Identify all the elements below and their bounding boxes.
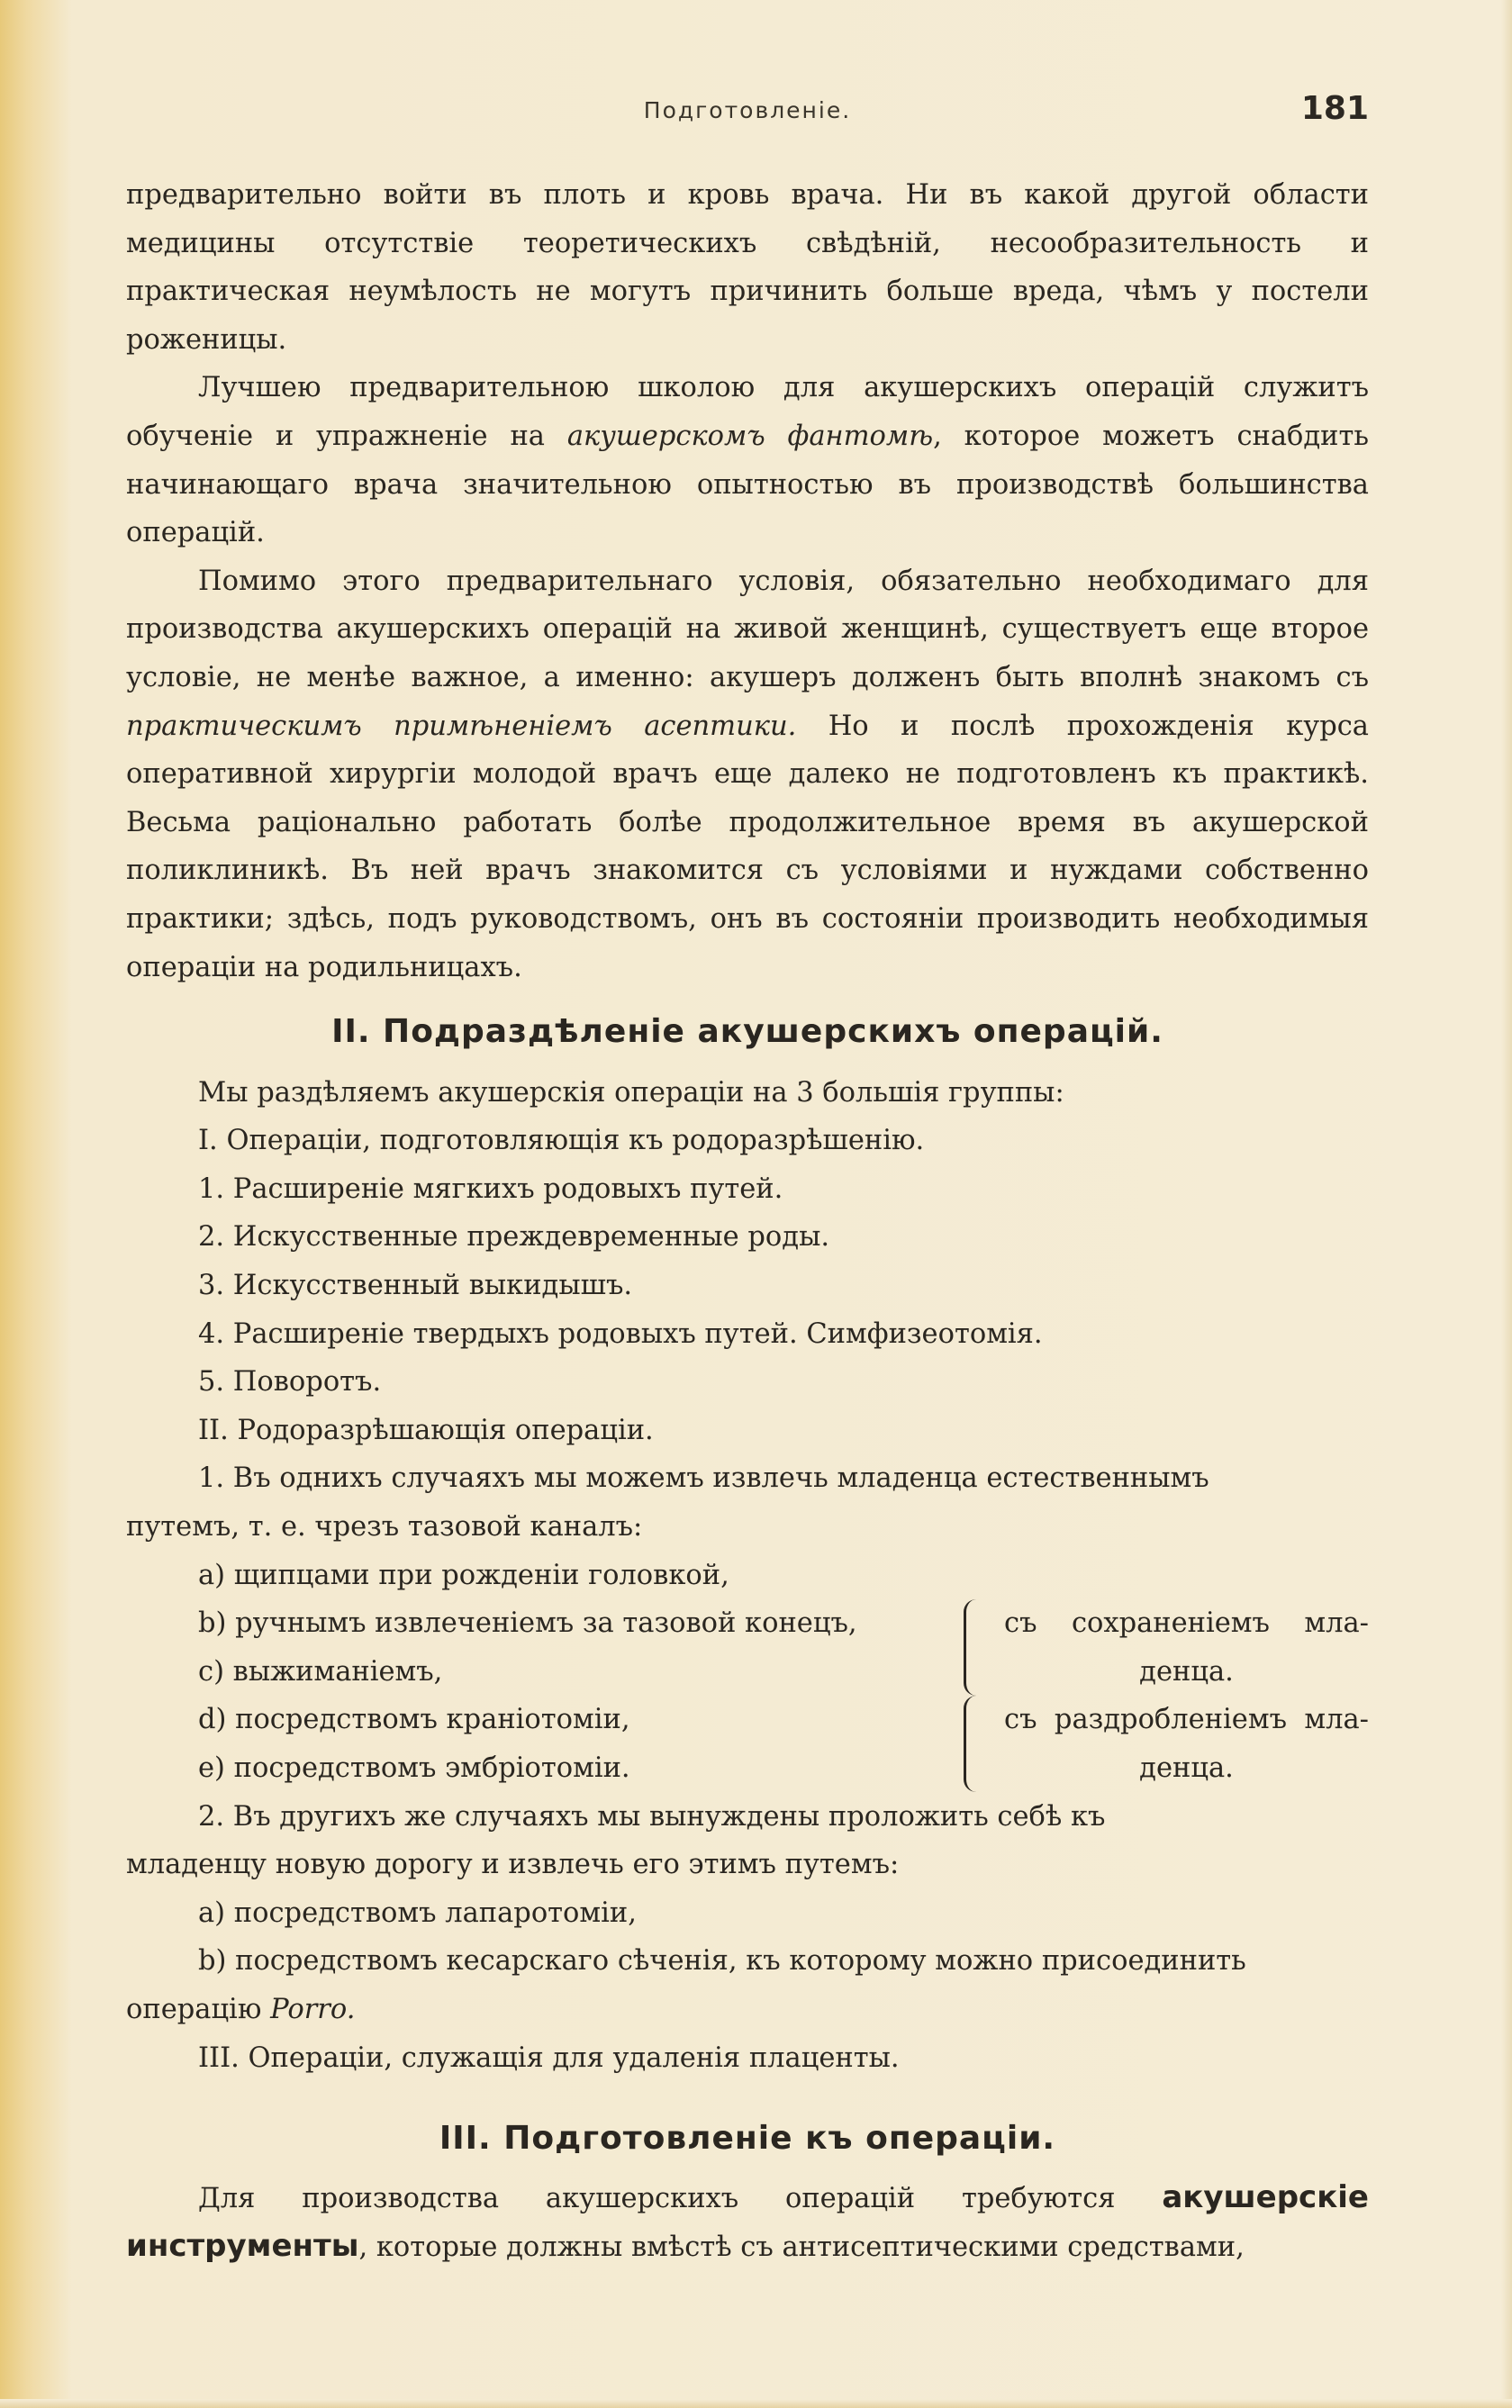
list-item: 5. Поворотъ.: [198, 1366, 382, 1399]
page-number: 181: [1300, 90, 1369, 127]
emphasis-text: Porro.: [270, 1993, 356, 2025]
text-span: Помимо этого предварительнаго условія, обязательно необходимаго для производства акушерскихъ операцій на живой женщинѣ, существуетъ еще второе условіе, не менѣе важное, а именно: акушеръ долженъ быть вполнѣ знакомъ съ: [126, 565, 1369, 693]
brace-annotation: [964, 1696, 1369, 1792]
emphasis-text: акушерскіе инструменты: [126, 2178, 1369, 2265]
brace-text: денца.: [1139, 1752, 1234, 1784]
page-edge-bottom: [0, 2399, 1512, 2408]
text-span: , которое можетъ снабдить начинающаго врача значительною опытностью въ производствѣ большинства операцій.: [126, 420, 1369, 549]
text-line: области медицины отсутствіе теоретическихъ свѣдѣній, несообразительность: [126, 179, 1369, 259]
text-span: Лучшею предварительною школою для акушерскихъ операцій служитъ обученіе и упражненіе на: [126, 372, 1369, 452]
list-item-continuation: младенцу новую дорогу и извлечь его этимъ путемъ:: [126, 1849, 900, 1881]
running-head: [126, 90, 1369, 144]
text-span: , которые должны вмѣстѣ съ антисептическими средствами,: [358, 2231, 1245, 2264]
section-heading: III. Подготовленіе къ операціи.: [439, 2120, 1056, 2158]
page-edge: [1501, 0, 1512, 2408]
list-item: 1. Расширеніе мягкихъ родовыхъ путей.: [198, 1172, 783, 1205]
running-head-title: Подготовленіе.: [643, 97, 852, 123]
paragraph-phantom: [126, 364, 1369, 557]
emphasis-text: практическимъ примѣненіемъ асептики.: [126, 710, 797, 742]
paragraph-instruments: [126, 2174, 1369, 2272]
paragraph-continuation: [126, 171, 1369, 364]
text-line: предварительно войти въ плоть и кровь врача. Ни въ какой другой: [126, 179, 1254, 211]
brace-group-destroy: [126, 1696, 1369, 1792]
section-heading: II. Подраздѣленіе акушерскихъ операцій.: [331, 1013, 1163, 1051]
sub-item: d) посредствомъ краніотоміи,: [198, 1704, 630, 1736]
classification-intro: Мы раздѣляемъ акушерскія операціи на 3 большія группы:: [198, 1076, 1064, 1109]
emphasis-text: акушерскомъ фантомѣ: [566, 420, 934, 452]
brace-text: денца.: [1139, 1655, 1234, 1688]
group-title: I. Операціи, подготовляющія къ родоразрѣшенію.: [198, 1125, 925, 1157]
text-line: постели роженицы.: [126, 276, 1369, 356]
text-line: и практическая неумѣлость не могутъ причинить больше вреда, чѣмъ у: [126, 227, 1369, 308]
list-item: 3. Искусственный выкидышъ.: [198, 1270, 633, 1302]
list-item-continuation: [126, 1986, 1369, 2034]
sub-item: a) посредствомъ лапаротоміи,: [198, 1897, 637, 1929]
brace-annotation: [964, 1599, 1369, 1696]
list-item-continuation: путемъ, т. е. чрезъ тазовой каналъ:: [126, 1511, 643, 1543]
sub-item: b) посредствомъ кесарскаго сѣченія, къ которому можно присоединить: [198, 1945, 1246, 1978]
sub-item: c) выжиманіемъ,: [198, 1655, 443, 1688]
sub-item: a) щипцами при рожденіи головкой,: [198, 1559, 729, 1591]
sub-item: b) ручнымъ извлеченіемъ за тазовой конецъ,: [198, 1607, 857, 1640]
brace-text: съ сохраненіемъ мла-: [1004, 1607, 1369, 1640]
list-item: 2. Искусственные преждевременные роды.: [198, 1221, 830, 1254]
brace-group-preserve: [126, 1599, 1369, 1696]
page-body: [126, 171, 1369, 2272]
group-title: III. Операціи, служащія для удаленія плаценты.: [198, 2041, 900, 2074]
brace-icon: [964, 1599, 993, 1696]
sub-item: e) посредствомъ эмбріотоміи.: [198, 1752, 630, 1784]
text-span: Для производства акушерскихъ операцій требуются: [198, 2182, 1163, 2214]
brace-text: съ раздробленіемъ мла-: [1004, 1704, 1369, 1736]
text-span: операцію: [126, 1993, 271, 2025]
list-item: 2. Въ другихъ же случаяхъ мы вынуждены проложить себѣ къ: [198, 1800, 1106, 1833]
list-item: 1. Въ однихъ случаяхъ мы можемъ извлечь младенца естественнымъ: [198, 1462, 1209, 1495]
group-title: II. Родоразрѣшающія операціи.: [198, 1414, 654, 1446]
list-item: 4. Расширеніе твердыхъ родовыхъ путей. Симфизеотомія.: [198, 1317, 1043, 1350]
text-span: Но и послѣ прохожденія курса оперативной хирургіи молодой врачъ еще далеко не подготовленъ къ практикѣ. Весьма раціонально работать болѣе продолжительное время въ акушерской поликлиникѣ. Въ ней врачъ знакомится съ условіями и нуждами собственно практики; здѣсь, подъ руководствомъ, онъ въ состояніи производить необходимыя операціи на родильницахъ.: [126, 710, 1369, 983]
brace-icon: [964, 1696, 993, 1792]
paragraph-asepsis: [126, 557, 1369, 991]
